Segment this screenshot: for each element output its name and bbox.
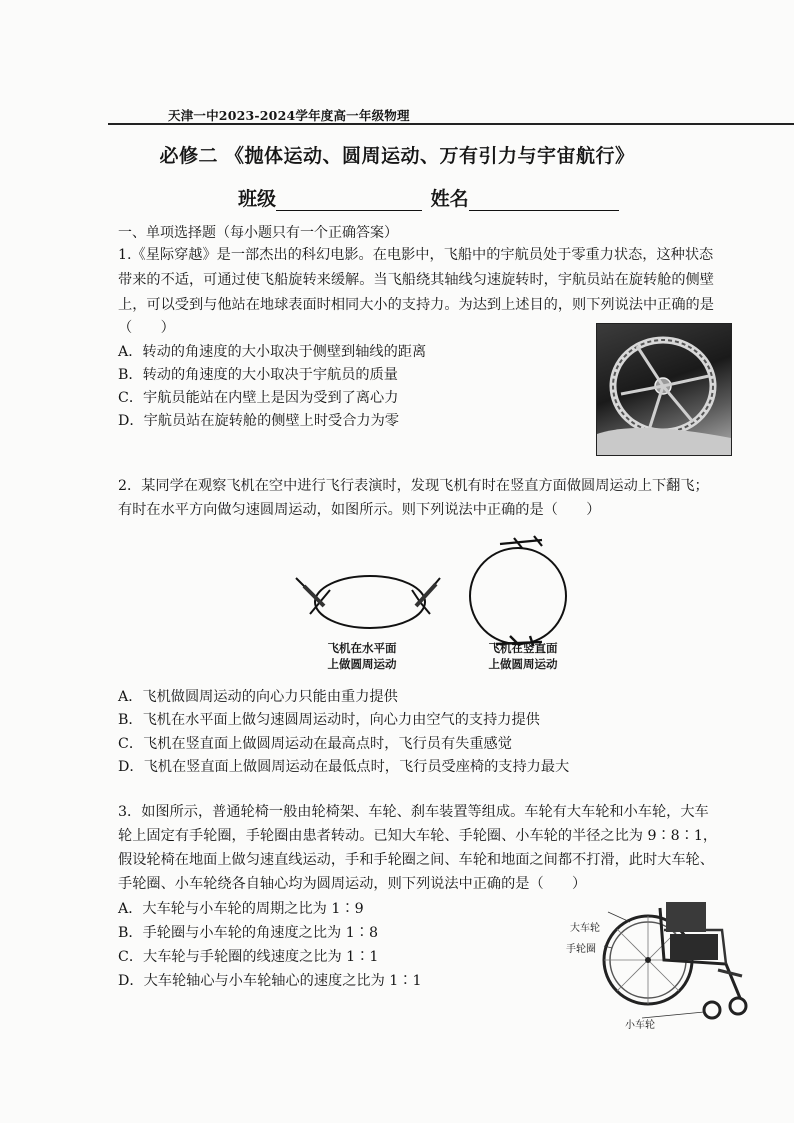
spacecraft-wheel-image (597, 324, 731, 455)
section-heading: 一、单项选择题（每小题只有一个正确答案） (118, 225, 398, 241)
q1-option-d: D．宇航员站在旋转舱的侧壁上时受合力为零 (118, 413, 399, 429)
q2-option-a: A．飞机做圆周运动的向心力只能由重力提供 (118, 689, 398, 705)
q1-option-a: A．转动的角速度的大小取决于侧壁到轴线的距离 (118, 344, 427, 360)
airplane-circular-motion-diagram (290, 526, 590, 646)
left-airplane-icon (296, 578, 330, 614)
header-rule (108, 123, 794, 125)
wheelchair-image (600, 890, 760, 1030)
label-small-wheel: 小车轮 (625, 1020, 655, 1031)
caption-vertical-line-1: 飞机在竖直面 (488, 641, 558, 655)
q3-option-a: A．大车轮与小车轮的周期之比为 1∶9 (118, 901, 364, 917)
student-info-row (238, 184, 619, 211)
q1-line-1: 1.《星际穿越》是一部杰出的科幻电影。在电影中，飞船中的宇航员处于零重力状态，这种状态 (118, 247, 714, 263)
spacecraft-photo (596, 323, 732, 456)
label-hand-rim: 手轮圈 (566, 944, 596, 955)
caption-vertical-line-2: 上做圆周运动 (488, 657, 558, 671)
q3-option-b: B．手轮圈与小车轮的角速度之比为 1∶8 (118, 925, 378, 941)
name-label: 姓名 (430, 188, 469, 210)
q3-line-2: 轮上固定有手轮圈，手轮圈由患者转动。已知大车轮、手轮圈、小车轮的半径之比为 9∶8∶1， (118, 828, 718, 844)
caption-horizontal-line-2: 上做圆周运动 (327, 657, 397, 671)
school-header: 天津一中2023-2024学年度高一年级物理 (168, 108, 410, 123)
q3-line-3: 假设轮椅在地面上做匀速直线运动，手和手轮圈之间、车轮和地面之间都不打滑，此时大车轮、 (118, 852, 714, 868)
class-field[interactable] (276, 190, 422, 211)
q2-option-b: B．飞机在水平面上做匀速圆周运动时，向心力由空气的支持力提供 (118, 712, 540, 728)
right-airplane-icon (412, 578, 440, 614)
page-title: 必修二 《抛体运动、圆周运动、万有引力与宇宙航行》 (159, 145, 635, 167)
q1-option-b: B．转动的角速度的大小取决于宇航员的质量 (118, 367, 398, 383)
caption-horizontal (313, 640, 411, 672)
q3-option-c: C．大车轮与手轮圈的线速度之比为 1∶1 (118, 949, 379, 965)
top-airplane-icon (500, 536, 542, 548)
label-big-wheel: 大车轮 (570, 923, 600, 934)
caption-vertical (474, 640, 572, 672)
q1-answer-bracket: （ ） (118, 320, 175, 336)
q3-option-d: D．大车轮轴心与小车轮轴心的速度之比为 1∶1 (118, 973, 422, 989)
name-field[interactable] (469, 190, 619, 211)
q2-option-c: C．飞机在竖直面上做圆周运动在最高点时，飞行员有失重感觉 (118, 736, 512, 752)
q1-line-3: 上，可以受到与他站在地球表面时相同大小的支持力。为达到上述目的，则下列说法中正确的是 (118, 297, 714, 313)
class-label: 班级 (238, 188, 277, 210)
q3-line-1: 3．如图所示，普通轮椅一般由轮椅架、车轮、刹车装置等组成。车轮有大车轮和小车轮，大车 (118, 804, 709, 820)
q2-line-1: 2．某同学在观察飞机在空中进行飞行表演时，发现飞机有时在竖直方面做圆周运动上下翻飞； (118, 478, 709, 494)
q2-line-2: 有时在水平方向做匀速圆周运动，如图所示。则下列说法中正确的是（ ） (118, 502, 601, 518)
caption-horizontal-line-1: 飞机在水平面 (327, 641, 397, 655)
q1-option-c: C．宇航员能站在内壁上是因为受到了离心力 (118, 390, 399, 406)
q1-line-2: 带来的不适，可通过使飞船旋转来缓解。当飞船绕其轴线匀速旋转时，宇航员站在旋转舱的侧壁 (118, 272, 714, 288)
q3-line-4: 手轮圈、小车轮绕各自轴心均为圆周运动，则下列说法中正确的是（ ） (118, 876, 587, 892)
q2-option-d: D．飞机在竖直面上做圆周运动在最低点时，飞行员受座椅的支持力最大 (118, 759, 570, 775)
